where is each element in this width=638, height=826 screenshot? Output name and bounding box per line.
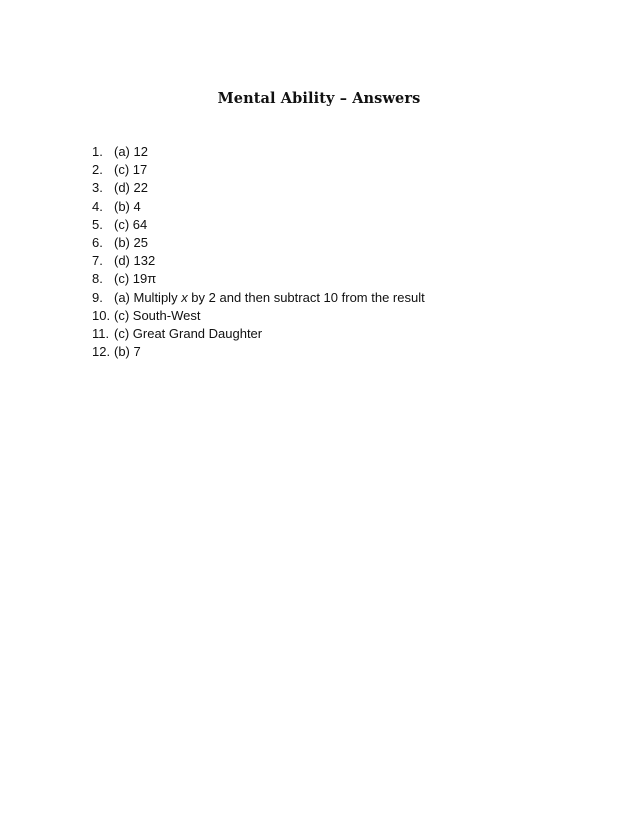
- item-number: 2.: [92, 162, 103, 178]
- item-number: 6.: [92, 235, 103, 251]
- item-number: 9.: [92, 289, 103, 305]
- item-text: (b) 4: [114, 198, 141, 214]
- list-item: [92, 289, 425, 307]
- list-item: [92, 143, 425, 161]
- item-number: 5.: [92, 216, 103, 232]
- item-number: 8.: [92, 271, 103, 287]
- list-item: [92, 307, 425, 325]
- item-number: 7.: [92, 253, 103, 269]
- item-text: (c) 19π: [114, 271, 157, 287]
- list-item: [92, 216, 425, 234]
- list-item: [92, 179, 425, 197]
- list-item: [92, 270, 425, 288]
- item-number: 4.: [92, 198, 103, 214]
- item-number: 1.: [92, 144, 103, 159]
- item-text-before: (a) Multiply: [114, 289, 182, 305]
- answer-list: [92, 143, 425, 361]
- item-text: (d) 132: [114, 253, 156, 269]
- item-text: (c) 17: [114, 162, 148, 178]
- item-text: (a) 12: [114, 144, 148, 159]
- list-item: [92, 161, 425, 179]
- item-text: (b) 25: [114, 235, 148, 251]
- item-text: [114, 289, 425, 307]
- item-text-italic-variable: x: [181, 289, 188, 305]
- page-title: Mental Ability – Answers: [217, 90, 421, 107]
- list-item: [92, 325, 425, 343]
- item-number: 11.: [92, 326, 110, 342]
- list-item: [92, 252, 425, 270]
- list-item: [92, 198, 425, 216]
- item-text: (c) Great Grand Daughter: [114, 326, 263, 342]
- item-number: 12.: [92, 344, 111, 360]
- item-number: 3.: [92, 180, 103, 196]
- item-text: (c) 64: [114, 216, 148, 232]
- item-text: (c) South-West: [114, 307, 201, 323]
- list-item: [92, 343, 425, 361]
- list-item: [92, 234, 425, 252]
- item-number: 10.: [92, 307, 111, 323]
- item-text-after: by 2 and then subtract 10 from the result: [187, 289, 425, 305]
- item-text: (b) 7: [114, 344, 141, 360]
- item-text: (d) 22: [114, 180, 148, 196]
